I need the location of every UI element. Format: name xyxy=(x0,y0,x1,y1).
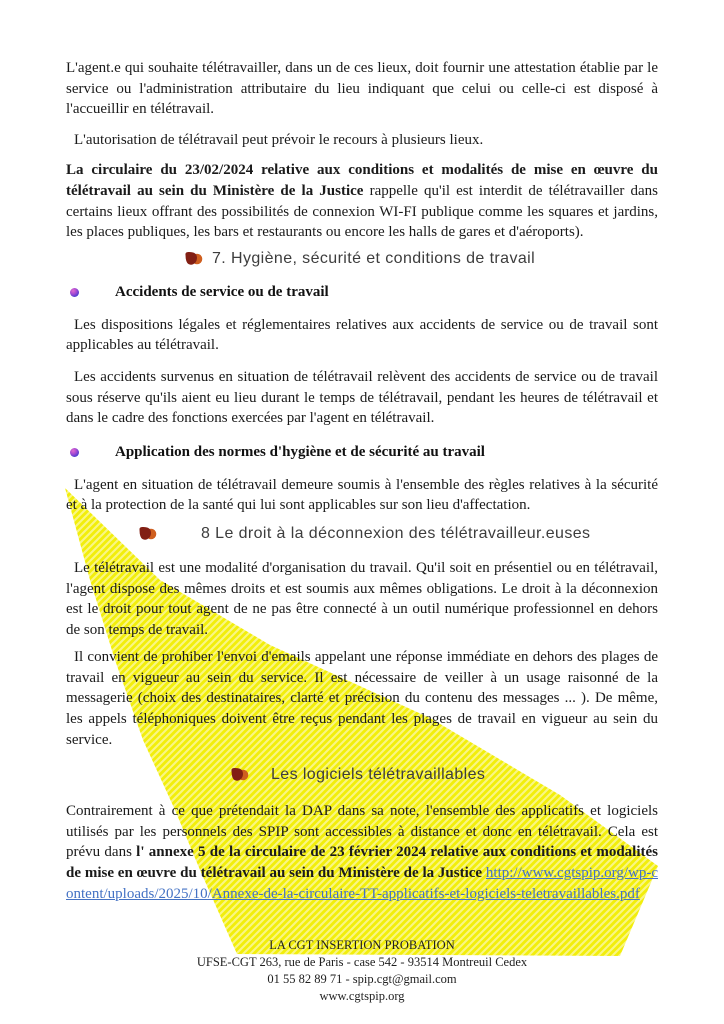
bold-run: l' annexe 5 de la circulaire de 23 février 2024 relative aux conditions et modalités de mise en œuvre du télétravail au sein du Ministère de la Justice xyxy=(66,844,658,882)
subheading-normes xyxy=(66,444,658,461)
paragraph: Les accidents survenus en situation de télétravail relèvent des accidents de service ou de travail sous réserve qu'ils aient eu lieu durant le temps de télétravail, pendant les heures de télétravail et dans le cadre des fonctions exercées par l'agent en télétravail. xyxy=(66,368,658,427)
sphere-bullet-icon xyxy=(70,288,79,297)
subheading-accidents xyxy=(66,284,658,301)
footer-website: www.cgtspip.org xyxy=(319,988,405,1003)
paragraph: Le télétravail est une modalité d'organisation du travail. Qu'il soit en présentiel ou en télétravail, l'agent dispose des mêmes droits et est soumis aux mêmes obligations. Le droit à la déconnexion est le droit pour tout agent de ne pas être connecté à un outil numérique professionnel en dehors de son temps de travail. xyxy=(66,559,658,638)
text-run: Contrairement à ce que prétendait la DAP dans sa note, l'ensemble des applicatifs et logiciels utilisés par les personnels des SPIP sont accessibles à distance et donc en télétravail. Cela est prévu dans xyxy=(66,803,658,861)
paragraph: L'agent en situation de télétravail demeure soumis à l'ensemble des règles relatives à la sécurité et à la protection de la santé qui lui sont applicables sur son lieu d'affectation. xyxy=(66,476,658,514)
subheading-label: Accidents de service ou de travail xyxy=(115,283,329,300)
leaf-icon xyxy=(138,526,157,542)
sphere-bullet-icon xyxy=(70,448,79,457)
section-heading-8 xyxy=(66,525,658,543)
subheading-label: Application des normes d'hygiène et de sécurité au travail xyxy=(115,443,485,460)
leaf-icon xyxy=(230,767,249,783)
annexe-pdf-link[interactable]: http://www.cgtspip.org/wp-content/uploads/2025/10/Annexe-de-la-circulaire-TT-applicatifs-et-logiciels-teletravaillables.pdf xyxy=(66,865,658,902)
paragraph: Il convient de prohiber l'envoi d'emails appelant une réponse immédiate en dehors des plages de travail en vigueur au sein du service. Il est nécessaire de veiller à un usage raisonné de la messagerie (choix des destinataires, clarté et précision du contenu des messages ... ). De même, les appels téléphoniques doivent être reçus pendant les plages de travail en vigueur au sein du service. xyxy=(66,649,658,748)
section-heading-label: 8 Le droit à la déconnexion des télétravailleur.euses xyxy=(201,524,591,542)
paragraph xyxy=(66,801,658,904)
bold-run: La circulaire du 23/02/2024 relative aux conditions et modalités de mise en œuvre du télétravail au sein du Ministère de la Justice xyxy=(66,162,658,199)
section-heading-label: Les logiciels télétravaillables xyxy=(271,766,486,784)
leaf-icon xyxy=(184,251,203,267)
section-heading-label: 7. Hygiène, sécurité et conditions de travail xyxy=(212,249,536,267)
paragraph: L'autorisation de télétravail peut prévoir le recours à plusieurs lieux. xyxy=(74,131,484,148)
paragraph xyxy=(66,160,658,242)
paragraph: L'agent.e qui souhaite télétravailler, dans un de ces lieux, doit fournir une attestation établie par le service ou l'administration attributaire du lieu indiquant que celui ou celle-ci est disposé à l'accueillir en télétravail. xyxy=(66,60,658,118)
section-heading-7 xyxy=(66,250,658,268)
text-run: rappelle qu'il est interdit de télétravailler dans certains lieux offrant des possibilités de connexion WI-FI publique comme les squares et jardins, les places publiques, les bars et restaurants ou encore les halls de gares et d'aéroports). xyxy=(66,182,658,241)
paragraph: Les dispositions légales et réglementaires relatives aux accidents de service ou de travail sont applicables au télétravail. xyxy=(66,316,658,354)
document-footer xyxy=(66,937,658,1004)
footer-phone-email: 01 55 82 89 71 - spip.cgt@gmail.com xyxy=(267,971,457,986)
section-heading-logiciels xyxy=(66,766,658,784)
footer-org-name: LA CGT INSERTION PROBATION xyxy=(269,938,455,953)
footer-address: UFSE-CGT 263, rue de Paris - case 542 - 93514 Montreuil Cedex xyxy=(196,955,528,970)
